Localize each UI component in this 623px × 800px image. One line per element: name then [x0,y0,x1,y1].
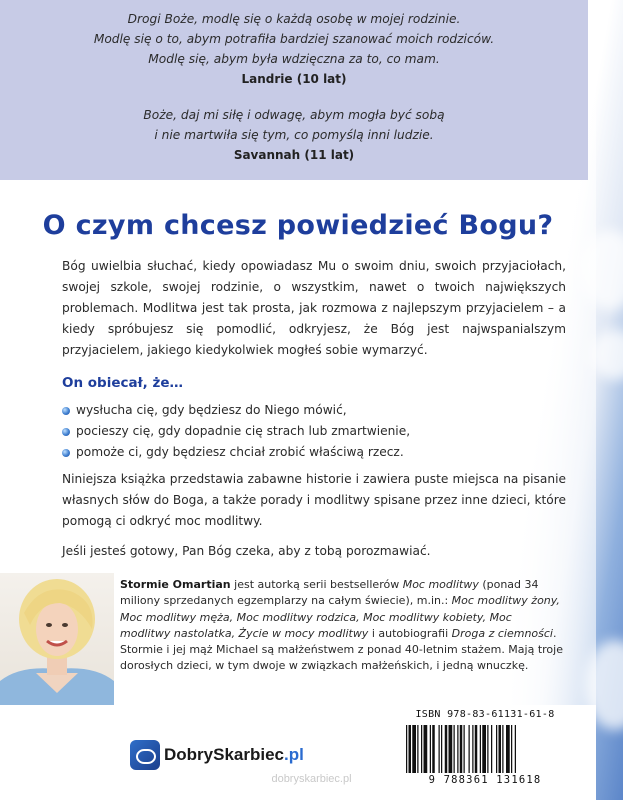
bullet-icon [62,407,70,415]
prayer-line: Modlę się, abym była wdzięczna za to, co mam. [148,52,440,66]
promise-title: On obiecał, że… [62,375,183,391]
barcode-bars [406,725,564,773]
bullet-icon [62,449,70,457]
fish-icon [130,740,160,770]
prayer-line: Drogi Boże, modlę się o każdą osobę w mojej rodzinie. [127,12,461,26]
prayers-box [0,0,588,180]
prayer-line: i nie martwiła się tym, co pomyślą inni ludzie. [154,128,434,142]
prayer-landrie [0,9,588,89]
author-bio: Stormie Omartian jest autorką serii bestsellerów Moc modlitwy (ponad 34 miliony sprzedanych egzemplarzy na całym świecie), m.in.: Moc modlitwy żony, Moc modlitwy męża, Moc modlitwy rodzica, Moc modlitwy kobiety, Moc modlitwy nastolatka, Życie w mocy modlitwy i autobiografii Droga z ciemności. Stormie i jej mąż Michael są małżeństwem z ponad 40-letnim stażem. Mają troje dorosłych dzieci, w tym dwoje w związkach małżeńskich, i jedną wnuczkę. [120,578,563,673]
bullet-icon [62,428,70,436]
isbn-text: ISBN 978-83-61131-61-8 [415,709,555,720]
promise-text: pocieszy cię, gdy dopadnie cię strach lub zmartwienie, [76,424,411,438]
prayer-line: Boże, daj mi siłę i odwagę, abym mogła być sobą [143,108,445,122]
list-item [62,442,410,463]
author-name: Stormie Omartian [120,578,231,591]
publisher-name: DobrySkarbiec.pl [164,745,304,764]
book-description: Niniejsza książka przedstawia zabawne historie i zawiera puste miejsca na pisanie własnych słów do Boga, a także porady i modlitwy spisane przez inne dzieci, które pomogą ci odkryć moc modlitwy. [62,472,566,528]
list-item [62,421,410,442]
author-section [0,573,596,705]
publisher-logo [130,740,304,770]
prayer-author: Landrie (10 lat) [241,72,347,86]
prayer-line: Modlę się o to, abym potrafiła bardziej szanować moich rodziców. [93,32,495,46]
ready-sentence: Jeśli jesteś gotowy, Pan Bóg czeka, aby z tobą porozmawiać. [62,544,431,558]
prayer-savannah [0,105,588,165]
headline: O czym chcesz powiedzieć Bogu? [42,210,554,241]
prayer-author: Savannah (11 lat) [233,148,355,162]
intro-paragraph: Bóg uwielbia słuchać, kiedy opowiadasz Mu o swoim dniu, swoich przyjaciołach, swojej szkole, swojej rodzinie, o wszystkim, nawet o twoich największych problemach. Modlitwa jest tak prosta, jak rozmowa z najlepszym przyjacielem – a kiedy spróbujesz się pomodlić, odkryjesz, że Bóg jest najwspanialszym przyjacielem, jakiego kiedykolwiek mogłeś sobie wymarzyć. [62,259,566,357]
promise-text: pomoże ci, gdy będziesz chciał zrobić właściwą rzecz. [76,445,404,459]
watermark: dobryskarbiec.pl [271,773,352,785]
list-item [62,400,410,421]
author-photo [0,573,114,705]
promise-text: wysłucha cię, gdy będziesz do Niego mówić, [76,403,347,417]
ean-number: 9 788361 131618 [428,774,542,786]
promise-list [62,400,410,463]
